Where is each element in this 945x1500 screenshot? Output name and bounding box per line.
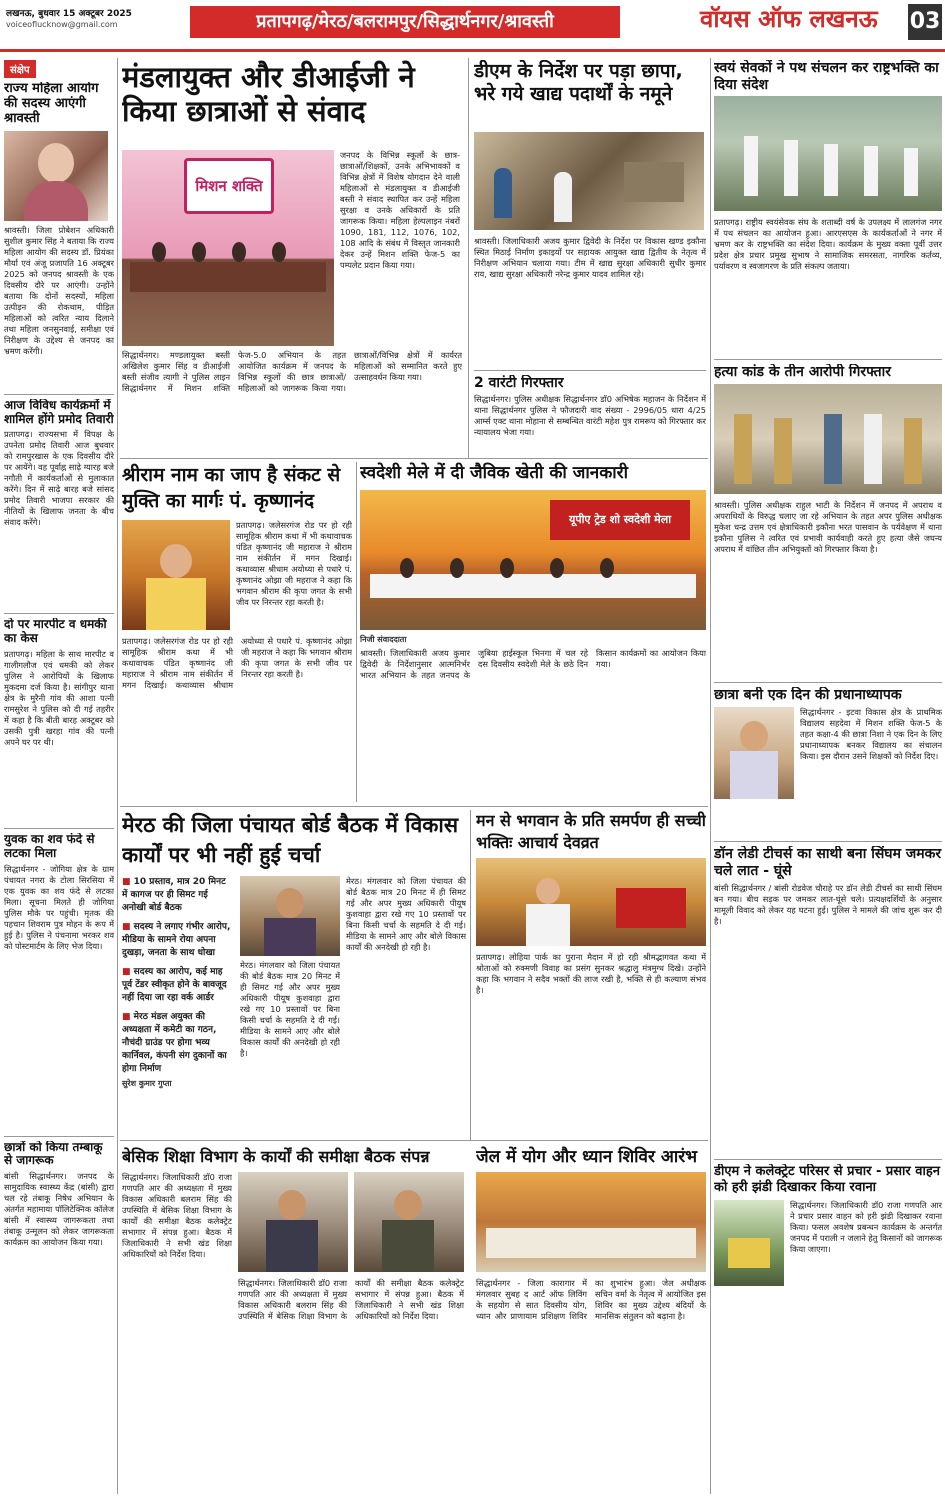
story-meerut-text-b: मेरठ। मंगलवार को जिला पंचायत की बोर्ड बैठक मात्र 20 मिनट में ही सिमट गई और अपर मुख्य अधिकारी पीयूष कुशवाहा द्वारा रखे गए 10 प्रस्तावों पर बिना किसी चर्चा के सहमति दे दी गई। मीडिया के सामने आए और बोले विकास कार्यों की अनदेखी हो रही है। [346,876,466,952]
story-dm [474,60,706,460]
story-rss-photo [714,96,942,211]
story-devvrat-headline: मन से भगवान के प्रति समर्पण ही सच्ची भक्तिः आचार्य देवव्रत [476,811,706,852]
story-devvrat-photo [476,858,706,946]
story-devvrat-text: प्रतापगढ़। लोहिया पार्क का पुराना मैदान में हो रही श्रीमद्भागवत कथा में श्रोताओं को रुक्मणी विवाह का प्रसंग सुनकर श्रद्धालु मंत्रमुग्ध दिखे। उन्होंने कहा कि भगवान ने सदैव भक्तों की लाज रखी है, भक्ति से ही कल्याण संभव है। [476,952,706,995]
story-jail [476,1146,706,1488]
story-swadeshi-headline: स्वदेशी मेले में दी जैविक खेती की जानकारी [360,463,629,483]
brief-1-text: श्रावस्ती। जिला प्रोबेशन अधिकारी सुशील कुमार सिंह ने बताया कि राज्य महिला आयोग की सदस्य डॉ. प्रियंका मौर्या एवं अंजू प्रजापति 16 अक्टूबर 2025 को जनपद श्रावस्ती के एक दिवसीय दौरे पर आएंगी। उन्होंने बताया कि दोनों सदस्यों, महिला उत्पीड़न की रोकथाम, पीड़ित महिलाओं को त्वरित न्याय दिलाने तथा महिला जनसुनवाई, समीक्षा एवं निरीक्षण के उद्देश्य से जनपद का भ्रमण करेंगी। [4,224,114,356]
section-tag: संक्षेप [4,60,36,78]
story-mandal-text: सिद्धार्थनगर। मण्डलायुक्त बस्ती अखिलेश कुमार सिंह व डीआईजी बस्ती संजीव त्यागी ने पुलिस लाइन सिद्धार्थनगर में मिशन शक्ति फेज-5.0 अभियान के तहत आयोजित कार्यक्रम में जनपद के विभिन्न स्कूलों की छात्र छात्राओं/महिलाओं को जागरूक किया गया। छात्राओं/विभिन्न क्षेत्रों में कार्यरत महिलाओं को सम्मानित करते हुए उत्साहवर्धन किया गया। [122,350,462,393]
sidebar [4,58,114,1291]
story-mandal-headline: मंडलायुक्त और डीआईजी ने किया छात्राओं से संवाद [122,60,415,128]
story-shriram-photo [122,520,230,630]
story-mandal-text-right: जनपद के विभिन्न स्कूलों के छात्र-छात्राओं/शिक्षकों, उनके अभिभावकों व विभिन्न क्षेत्रों में विशेष योगदान देने वाली महिलाओं से मंडलायुक्त व डीआईजी बस्ती ने संवाद स्थापित कर उन्हें महिला सुरक्षा व उनके अधिकारों के प्रति जागरूक किया। महिला हेल्पलाइन नंबरों 1090, 181, 112, 1076, 102, 108 आदि के संबंध में विस्तृत जानकारी देकर उन्हें मिशन शक्ति फेज-5 का पम्पलेट प्रदान किया गया। [340,150,460,270]
meerut-bullet: ■ सदस्य का आरोप, कई माह पूर्व टेंडर स्वीकृत होने के बावजूद नहीं दिया जा रहा वर्क आर्डर [122,966,234,1005]
story-shriram-text-side: प्रतापगढ़। जलेसरगंज रोड पर हो रही सामूहिक श्रीराम कथा में भी कथावाचक पंडित कृष्णानंद जी महाराज ने श्रीराम नाम संकीर्तन में मगन दिखाई। कथाव्यास श्रीधाम अयोध्या से पधारे पं. कृष्णानंद ओझा जी महराज ने कहा कि भगवान श्रीराम की कृपा जगत के सभी जीव पर निरन्तर रहा करती है। [236,520,352,607]
brief-1-photo [4,131,108,221]
column-rule [470,810,471,1140]
story-rss [714,60,942,1340]
story-meerut-byline: सुरेश कुमार गुप्ता [122,1079,172,1088]
story-jail-headline: जेल में योग और ध्यान शिविर आरंभ [476,1147,698,1167]
column-rule [117,58,118,1494]
story-don-headline: डॉन लेडी टीचर्स का साथी बना सिंघम जमकर चले लात - घूंसे [714,846,942,880]
story-basic-photo-2 [354,1172,464,1272]
swadeshi-banner: यूपीए ट्रेड शो स्वदेशी मेला [550,500,690,540]
story-rss-headline: स्वयं सेवकों ने पथ संचलन कर राष्ट्रभक्ति का दिया संदेश [714,60,939,93]
story-dm-subtext: सिद्धार्थनगर। पुलिस अधीक्षक सिद्धार्थनगर डॉ0 अभिषेक महाजन के निर्देशन में थाना सिद्धार्थनगर पुलिस ने फौजदारी वाद संख्या - 2996/05 धारा 4/25 आर्म्स एक्ट थाना मोहाना से सम्बन्धित वारंटी महेश पुत्र रामरूप को गिरफ्तार कर न्यायालय भेजा गया। [474,394,706,438]
meerut-bullet: ■ मेरठ मंडल अयुक्त की अध्यक्षता में कमेटी का गठन, नौचंदी ग्राउंड पर होगा भव्य कार्निवल, कंपनी संग दुकानों का होगा निर्माण [122,1011,234,1076]
story-meerut-photo [240,876,340,956]
section-rule [120,458,708,459]
brief-4-text: सिद्धार्थनगर - जोगिया क्षेत्र के ग्राम पंचायत नगरा के टोला सिरसिया में एक युवक का शव फंदे से लटका मिला। सूचना मिलते ही जोगिया पुलिस मौके पर पहुंची। मृतक की पहचान शिवराम पुत्र मोहन के रूप में हुई है। पुलिस ने पंचनामा भरकर शव को पोस्टमार्टम के लिए भेज दिया। [4,863,114,951]
story-jail-photo [476,1172,706,1272]
story-swadeshi-caption: निजी संवाददाता [360,635,407,644]
story-pradhan-text: सिद्धार्थनगर - इटवा विकास क्षेत्र के प्राथमिक विद्यालय सहदेवा में मिशन शक्ति फेज-5 के तहत कक्षा-4 की छात्रा निशा ने एक दिन के लिए प्रधानाध्यापक बनकर विद्यालय का संचालन किया। इस दौरान उसने शिक्षकों को निर्देश दिए। [800,707,942,762]
story-dm-photo [474,132,704,230]
story-jail-text: सिद्धार्थनगर - जिला कारागार में मंगलवार सुबह द आर्ट ऑफ लिविंग के सहयोग से सात दिवसीय योग, ध्यान और प्राणायाम प्रशिक्षण शिविर का शुभारंभ हुआ। जेल अधीक्षक सचिन वर्मा के नेतृत्व में आयोजित इस शिविर का मुख्य उद्देश्य बंदियों के मानसिक संतुलन को बढ़ाना है। [476,1278,706,1321]
story-basic-headline: बेसिक शिक्षा विभाग के कार्यों की समीक्षा बैठक संपन्न [122,1147,430,1166]
edition-email: voiceoflucknow@gmail.com [6,20,118,29]
brief-5-text: बांसी सिद्धार्थनगर। जनपद के सामुदायिक स्वास्थ्य केंद्र (बांसी) द्वारा चल रहे तंबाकू निषेध अभियान के अंतर्गत महामाया पॉलिटेक्निक कॉलेज बांसी में स्वास्थ्य जागरूकता तथा तंबाकू उन्मूलन को लेकर जागरूकता कार्यक्रम का आयोजन किया गया। [4,1171,114,1248]
story-basic-text-b: सिद्धार्थनगर। जिलाधिकारी डॉ0 राजा गणपति आर की अध्यक्षता में मुख्य विकास अधिकारी बलराम सिंह की उपस्थिति में बेसिक शिक्षा विभाग के कार्यों की समीक्षा बैठक कलेक्ट्रेट सभागार में संपन्न हुआ। बैठक में जिलाधिकारी ने सभी खंड शिक्षा अधिकारियों को निर्देश दिया। [238,1278,464,1321]
brief-4-headline: युवक का शव फंदे से लटका मिला [4,833,95,860]
story-murder-headline: हत्या कांड के तीन आरोपी गिरफ्तार [714,364,891,380]
story-pradhan-headline: छात्रा बनी एक दिन की प्रधानाध्यापक [714,687,902,704]
brief-1-headline: राज्य महिला आयोग की सदस्य आएंगी श्रावस्ती [4,82,99,126]
story-pradhan-photo [714,707,794,799]
mission-shakti-banner: मिशन शक्ति [184,158,274,214]
story-dm-text: श्रावस्ती। जिलाधिकारी अजय कुमार द्विवेदी के निर्देश पर विकास खण्ड इकौना स्थित मिठाई निर्माण इकाइयों पर सहायक आयुक्त खाद्य द्वितीय के नेतृत्व में निरीक्षण अभियान चलाया गया। टीम में खाद्य सुरक्षा अधिकारी सुधीर कुमार राय, खाद्य सुरक्षा अधिकारी नरेन्द्र कुमार यादव शामिल रहे। [474,236,706,279]
story-rss-text: प्रतापगढ़। राष्ट्रीय स्वयंसेवक संघ के शताब्दी वर्ष के उपलक्ष्य में लालगंज नगर में पथ संचलन का आयोजन हुआ। आरएसएस के कार्यकर्ताओं ने नगर में भ्रमण कर के राष्ट्रभक्ति का संदेश दिया। कार्यक्रम के मुख्य वक्ता पूर्वी उत्तर प्रदेश क्षेत्र प्रचार प्रमुख सुभाष ने सामाजिक समरसता, नागरिक कर्तव्य, पर्यावरण व स्वजागरण के प्रति संकल्प जताया। [714,217,942,271]
story-basic [122,1146,466,1492]
story-dmflag-text: सिद्धार्थनगर। जिलाधिकारी डॉ0 राजा गणपति आर ने प्रचार प्रसार वाहन को हरी झंडी दिखाकर रवाना किया। फसल अवशेष प्रबन्धन कार्यक्रम के अन्तर्गत जनपद में पराली न जलाने हेतु किसानों को जागरूक किया जाएगा। [790,1200,942,1255]
masthead [0,0,945,52]
story-swadeshi [360,462,706,798]
meerut-bullet: ■ सदस्य ने लगाए गंभीर आरोप, मीडिया के सामने रोया अपना दुखड़ा, जनता के साथ धोखा [122,921,234,960]
story-shriram-headline: श्रीराम नाम का जाप है संकट से मुक्ति का मार्गः पं. कृष्णानंद [122,464,341,512]
column-rule [356,462,357,802]
story-dmflag-headline: डीएम ने कलेक्ट्रेट परिसर से प्रचार - प्रसार वाहन को हरी झंडी दिखाकर किया रवाना [714,1164,940,1196]
page-number: 03 [908,4,942,40]
newspaper-brand: वॉयस ऑफ लखनऊ [700,4,878,33]
story-meerut-text-a: मेरठ। मंगलवार को जिला पंचायत की बोर्ड बैठक मात्र 20 मिनट में ही सिमट गई और अपर मुख्य अधिकारी पीयूष कुशवाहा द्वारा रखे गए 10 प्रस्तावों पर बिना किसी चर्चा के सहमति दे दी गई। मीडिया के सामने आए और बोले विकास कार्यों की अनदेखी हो रही है। [240,960,340,1058]
story-don-text: बांसी सिद्धार्थनगर / बांसी रोडवेज चौराहे पर डॉन लेडी टीचर्स का साथी सिंघम बन गया। बीच सड़क पर जमकर लात-घूंसे चले। प्रत्यक्षदर्शियों के अनुसार मामूली विवाद को लेकर यह घटना हुई। पुलिस ने मामले की जांच शुरू कर दी है। [714,883,942,927]
story-meerut-bullets [122,876,234,1076]
story-devvrat [476,810,706,1122]
meerut-bullet: ■ 10 प्रस्ताव, मात्र 20 मिनट में कागज पर ही सिमट गई अनोखी बोर्ड बैठक [122,876,234,915]
story-murder-text: श्रावस्ती। पुलिस अधीक्षक राहुल भाटी के निर्देशन में जनपद में अपराध व अपराधियों के विरुद्ध चलाए जा रहे अभियान के तहत अपर पुलिस अधीक्षक मुकेश चन्द्र उत्तम एवं क्षेत्राधिकारी इकौना भरत पासवान के पर्यवेक्षण में थाना इकौना पुलिस ने त्वरित एवं प्रभावी कार्यवाही करते हुए हत्या जैसे जघन्य अपराध में वांछित तीन अभियुक्तों को गिरफ्तार किया है। [714,500,942,555]
story-swadeshi-text: श्रावस्ती। जिलाधिकारी अजय कुमार द्विवेदी के निर्देशानुसार आत्मनिर्भर भारत अभियान के तहत जनपद के जुबिया हाईस्कूल भिनगा में चल रहे दस दिवसीय स्वदेशी मेले के छठे दिन किसान कार्यक्रमों का आयोजन किया गया। [360,648,706,680]
story-swadeshi-photo [360,490,706,630]
column-rule [710,58,711,1494]
story-dmflag-photo [714,1200,784,1286]
section-rule [120,806,470,807]
story-shriram-text: प्रतापगढ़। जलेसरगंज रोड पर हो रही सामूहिक श्रीराम कथा में भी कथावाचक पंडित कृष्णानंद जी महाराज ने श्रीराम नाम संकीर्तन में मगन दिखाई। कथाव्यास श्रीधाम अयोध्या से पधारे पं. कृष्णानंद ओझा जी महराज ने कहा कि भगवान श्रीराम की कृपा जगत के सभी जीव पर निरन्तर रहा करती है। [122,636,352,690]
story-dm-subheadline: 2 वारंटी गिरफ्तार [474,375,564,391]
section-rule [470,806,708,807]
brief-3-headline: दो पर मारपीट व धमकी का केस [4,618,107,646]
column-rule [468,58,469,458]
section-rule [470,1140,708,1141]
story-meerut [122,810,466,1089]
story-murder-photo [714,384,942,494]
brief-2-text: प्रतापगढ़। राज्यसभा में विपक्ष के उपनेता प्रमोद तिवारी आज बुधवार को रामपुरखास के एक दिवसीय दौरे पर आयेंगे। वह पूर्वाह्न साढ़े ग्यारह बजे नगौती में कार्यकर्ताओं से मुलाकात करेंगे। दिन में साढ़े बारह बजे सांसद प्रमोद तिवारी भाजपा सरकार की नीतियों के खिलाफ जनता के बीच संवाद करेंगे। [4,429,114,528]
story-shriram [122,462,352,756]
story-mandal [122,60,462,450]
brief-5-headline: छात्रों को किया तम्बाकू से जागरूक [4,1140,103,1168]
edition-cities: प्रतापगढ़/मेरठ/बलरामपुर/सिद्धार्थनगर/श्रावस्ती [190,6,620,38]
story-meerut-headline: मेरठ की जिला पंचायत बोर्ड बैठक में विकास कार्यों पर भी नहीं हुई चर्चा [122,813,459,867]
brief-3-text: प्रतापगढ़। महिला के साथ मारपीट व गालीगलौज एवं धमकी को लेकर पुलिस ने आरोपियों के खिलाफ मुकदमा दर्ज किया है। सांगीपुर थाना क्षेत्र के मुरैनी गांव की आशा पत्नी रामसुरेश ने पुलिस को दी गई तहरीर में कहा है कि बीती बारह अक्टूबर को उसकी पुत्री खरहा गांव की पत्नी अपने घर पर थी। [4,649,114,747]
story-basic-text-a: सिद्धार्थनगर। जिलाधिकारी डॉ0 राजा गणपति आर की अध्यक्षता में मुख्य विकास अधिकारी बलराम सिंह की उपस्थिति में बेसिक शिक्षा विभाग के कार्यों की समीक्षा बैठक कलेक्ट्रेट सभागार में संपन्न हुआ। बैठक में जिलाधिकारी ने सभी खंड शिक्षा अधिकारियों को निर्देश दिया। [122,1172,232,1259]
story-mandal-photo [122,150,334,346]
edition-date: लखनऊ, बुधवार 15 अक्टूबर 2025 [6,9,132,19]
story-basic-photo-1 [238,1172,348,1272]
story-dm-headline: डीएम के निर्देश पर पड़ा छापा, भरे गये खाद्य पदार्थों के नमूने [474,60,683,105]
brief-2-headline: आज विविध कार्यक्रमों में शामिल होंगे प्रमोद तिवारी [4,398,114,426]
section-rule [120,1140,470,1141]
